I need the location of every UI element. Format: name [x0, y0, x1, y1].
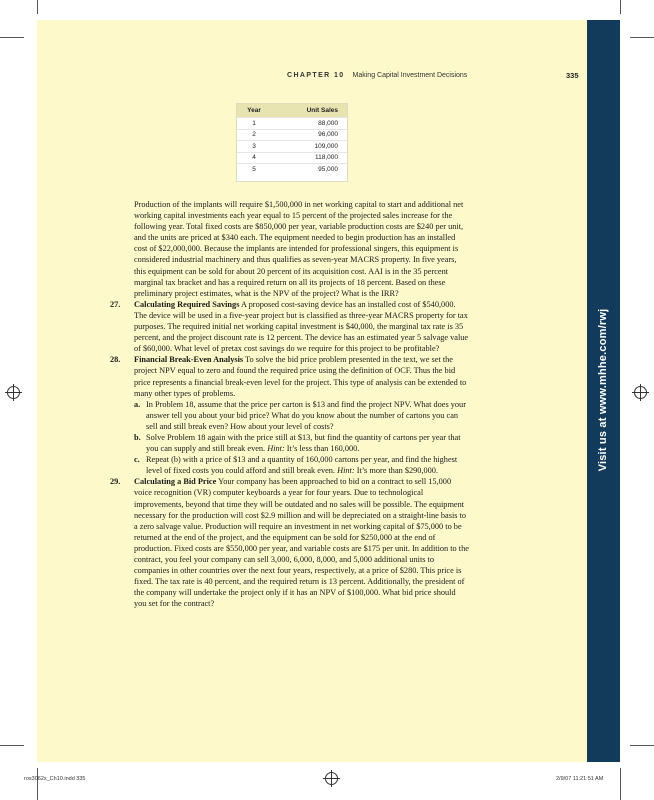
registration-mark-icon [325, 772, 338, 785]
problem-29 [110, 476, 470, 609]
crop-mark [0, 745, 24, 746]
problem-title: Financial Break-Even Analysis [134, 355, 244, 365]
cell-year: 3 [252, 142, 256, 150]
crop-mark [37, 0, 38, 14]
crop-mark [620, 0, 621, 14]
body-text [110, 199, 470, 609]
registration-mark-icon [634, 386, 647, 399]
subpart-letter: b. [134, 432, 141, 442]
chapter-label: CHAPTER 10 [287, 72, 345, 79]
problem-text: A proposed cost-saving device has an installed cost of $540,000. The device will be used in a five-year project but is classified as three-year MACRS property for tax purposes. The required initial net working capital investment is $40,000, the marginal tax rate is 35 percent, and the project discount rate is 12 percent. The device has an estimated year 5 salvage value of $60,000. What level of pretax cost savings do we require for this project to be profitable? [134, 299, 469, 354]
intro-paragraph: Production of the implants will require $1,500,000 in net working capital to start and additional net working capital investments each year equal to 15 percent of the projected sales increase for the following year. Total fixed costs are $850,000 per year, variable production costs are $240 per unit, and the units are priced at $340 each. The equipment needed to begin production has an installed cost of $22,000,000. Because the implants are intended for professional singers, this equipment is considered industrial machinery and thus qualifies as seven-year MACRS property. In five years, this equipment can be sold for about 20 percent of its acquisition cost. AAI is in the 35 percent marginal tax bracket and has a required return on all its projects of 18 percent. Based on these preliminary project estimates, what is the NPV of the project? What is the IRR? [134, 200, 464, 298]
running-header [287, 72, 467, 79]
problem-27 [110, 299, 470, 354]
registration-mark-icon [7, 386, 20, 399]
cell-year: 5 [252, 165, 256, 173]
subpart-b [134, 432, 470, 454]
crop-mark [0, 37, 24, 38]
header-unit-sales: Unit Sales [306, 107, 338, 114]
cell-sales: 95,000 [318, 165, 338, 173]
cell-sales: 118,000 [314, 154, 338, 162]
subpart-text: Repeat (b) with a price of $13 and a quantity of 160,000 cartons per year, and find the highest level of fixed costs you could afford and still break even. [146, 455, 458, 476]
footer-file-info: ros3062x_Ch10.indd 335 [24, 776, 86, 782]
page-number: 335 [566, 71, 579, 80]
hint-label: Hint: [337, 466, 355, 476]
problem-text: Your company has been approached to bid on a contract to sell 15,000 voice recognition (VR) computer keyboards a year for four years. Due to technological improvements, beyond that time they will be outdated and no sales will be possible. The equipment necessary for the production will cost $2.9 million and will be depreciated on a straight-line basis to a zero salvage value. Production will require an investment in net working capital of $75,000 to be returned at the end of the project, and the equipment can be sold for $250,000 at the end of production. Fixed costs are $550,000 per year, and variable costs are $175 per unit. In addition to the contract, you feel your company can sell 3,000, 6,000, 8,000, and 5,000 additional units to companies in other countries over the next four years, respectively, at a price of $280. This price is fixed. The tax rate is 40 percent, and the required return is 13 percent. Additionally, the president of the company will undertake the project only if it has an NPV of $100,000. What bid price should you set for the contract? [134, 477, 469, 609]
header-year: Year [247, 107, 261, 114]
problem-text: To solve the bid price problem presented in the text, we set the project NPV equal to zero and found the required price using the definition of OCF. Thus the bid price represents a financial break-even level for the project. This type of analysis can be extended to many other types of problems. [134, 355, 467, 398]
footer-timestamp: 2/9/07 11:21:51 AM [556, 776, 604, 782]
problem-number: 29. [110, 477, 121, 487]
table-row [237, 163, 347, 175]
cell-year: 1 [252, 119, 256, 127]
cell-sales: 96,000 [318, 131, 338, 139]
problem-title: Calculating a Bid Price [134, 477, 217, 487]
table-row [237, 129, 347, 141]
table-row [237, 117, 347, 129]
hint-label: Hint: [267, 444, 285, 454]
problem-title: Calculating Required Savings [134, 299, 240, 309]
crop-mark [630, 37, 654, 38]
table-row [237, 140, 347, 152]
cell-year: 4 [252, 154, 256, 162]
unit-sales-table [236, 103, 348, 182]
table-header [237, 104, 347, 117]
cell-sales: 88,000 [318, 119, 338, 127]
subpart-text: In Problem 18, assume that the price per carton is $13 and find the project NPV. What does your answer tell you about your bid price? What do you know about the number of cartons you can sell and still break even? How about your level of costs? [146, 399, 466, 431]
crop-mark [37, 768, 38, 800]
hint-text: It’s less than 160,000. [286, 444, 360, 454]
cell-year: 2 [252, 131, 256, 139]
subpart-c [134, 454, 470, 476]
crop-mark [630, 745, 654, 746]
chapter-title: Making Capital Investment Decisions [352, 72, 468, 79]
hint-text: It’s more than $290,000. [356, 466, 439, 476]
table-row [237, 152, 347, 164]
cell-sales: 109,000 [314, 142, 338, 150]
subpart-text: Solve Problem 18 again with the price still at $13, but find the quantity of cartons per year that you can supply and still break even. [146, 432, 461, 454]
problem-number: 28. [110, 355, 121, 365]
problem-number: 27. [110, 299, 121, 309]
subpart-letter: a. [134, 399, 141, 409]
sidebar-url-text: Visit us at www.mhhe.com/rwj [597, 308, 609, 472]
crop-mark [620, 768, 621, 800]
subpart-letter: c. [134, 455, 140, 465]
subpart-a [134, 399, 470, 432]
problem-28 [110, 354, 470, 476]
